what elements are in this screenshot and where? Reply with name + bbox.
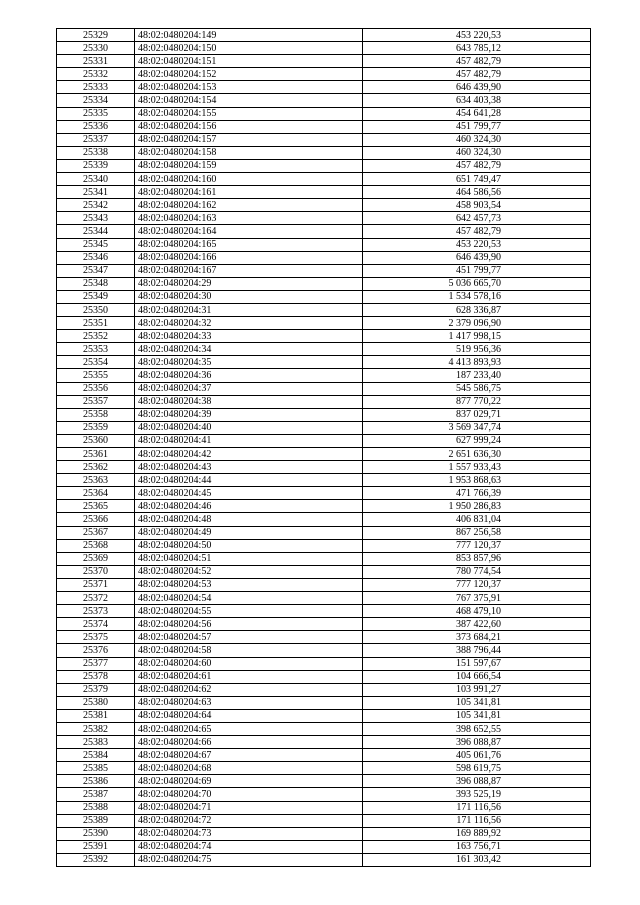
- row-number-cell: 25376: [57, 644, 135, 657]
- table-row: [57, 369, 591, 382]
- row-number-cell: 25330: [57, 42, 135, 55]
- row-number-cell: 25337: [57, 133, 135, 146]
- cadastral-value-cell: 105 341,81: [363, 696, 591, 709]
- cadastral-number-cell: 48:02:0480204:167: [135, 264, 363, 277]
- cadastral-number-cell: 48:02:0480204:31: [135, 303, 363, 316]
- table-row: [57, 736, 591, 749]
- cadastral-number-cell: 48:02:0480204:54: [135, 592, 363, 605]
- table-row: [57, 618, 591, 631]
- cadastral-value-cell: 451 799,77: [363, 120, 591, 133]
- cadastral-value-cell: 396 088,87: [363, 736, 591, 749]
- cadastral-value-cell: 387 422,60: [363, 618, 591, 631]
- row-number-cell: 25347: [57, 264, 135, 277]
- table-row: [57, 251, 591, 264]
- cadastral-value-cell: 151 597,67: [363, 657, 591, 670]
- cadastral-number-cell: 48:02:0480204:37: [135, 382, 363, 395]
- cadastral-value-cell: 780 774,54: [363, 565, 591, 578]
- cadastral-number-cell: 48:02:0480204:66: [135, 736, 363, 749]
- cadastral-number-cell: 48:02:0480204:72: [135, 814, 363, 827]
- cadastral-number-cell: 48:02:0480204:49: [135, 526, 363, 539]
- cadastral-number-cell: 48:02:0480204:159: [135, 159, 363, 172]
- cadastral-number-cell: 48:02:0480204:30: [135, 290, 363, 303]
- cadastral-number-cell: 48:02:0480204:69: [135, 775, 363, 788]
- cadastral-value-cell: 393 525,19: [363, 788, 591, 801]
- table-row: [57, 539, 591, 552]
- cadastral-number-cell: 48:02:0480204:60: [135, 657, 363, 670]
- table-row: [57, 840, 591, 853]
- table-row: [57, 644, 591, 657]
- row-number-cell: 25340: [57, 173, 135, 186]
- row-number-cell: 25339: [57, 159, 135, 172]
- table-row: [57, 107, 591, 120]
- row-number-cell: 25364: [57, 487, 135, 500]
- row-number-cell: 25378: [57, 670, 135, 683]
- table-row: [57, 317, 591, 330]
- row-number-cell: 25355: [57, 369, 135, 382]
- cadastral-number-cell: 48:02:0480204:75: [135, 853, 363, 866]
- cadastral-value-cell: 187 233,40: [363, 369, 591, 382]
- row-number-cell: 25357: [57, 395, 135, 408]
- row-number-cell: 25389: [57, 814, 135, 827]
- row-number-cell: 25391: [57, 840, 135, 853]
- row-number-cell: 25366: [57, 513, 135, 526]
- row-number-cell: 25360: [57, 434, 135, 447]
- cadastral-value-cell: 458 903,54: [363, 199, 591, 212]
- table-row: [57, 238, 591, 251]
- row-number-cell: 25329: [57, 29, 135, 42]
- row-number-cell: 25341: [57, 186, 135, 199]
- row-number-cell: 25346: [57, 251, 135, 264]
- cadastral-value-cell: 767 375,91: [363, 592, 591, 605]
- row-number-cell: 25336: [57, 120, 135, 133]
- table-row: [57, 526, 591, 539]
- row-number-cell: 25377: [57, 657, 135, 670]
- cadastral-value-cell: 777 120,37: [363, 539, 591, 552]
- cadastral-value-cell: 1 950 286,83: [363, 500, 591, 513]
- cadastral-value-cell: 2 379 096,90: [363, 317, 591, 330]
- table-row: [57, 578, 591, 591]
- row-number-cell: 25358: [57, 408, 135, 421]
- cadastral-value-cell: 627 999,24: [363, 434, 591, 447]
- cadastral-number-cell: 48:02:0480204:57: [135, 631, 363, 644]
- table-row: [57, 657, 591, 670]
- table-row: [57, 382, 591, 395]
- row-number-cell: 25385: [57, 762, 135, 775]
- table-row: [57, 814, 591, 827]
- table-row: [57, 55, 591, 68]
- cadastral-value-cell: 853 857,96: [363, 552, 591, 565]
- cadastral-number-cell: 48:02:0480204:64: [135, 709, 363, 722]
- row-number-cell: 25352: [57, 330, 135, 343]
- cadastral-number-cell: 48:02:0480204:36: [135, 369, 363, 382]
- table-row: [57, 146, 591, 159]
- table-row: [57, 330, 591, 343]
- cadastral-value-cell: 634 403,38: [363, 94, 591, 107]
- cadastral-number-cell: 48:02:0480204:157: [135, 133, 363, 146]
- cadastral-number-cell: 48:02:0480204:164: [135, 225, 363, 238]
- row-number-cell: 25370: [57, 565, 135, 578]
- cadastral-value-cell: 104 666,54: [363, 670, 591, 683]
- row-number-cell: 25381: [57, 709, 135, 722]
- cadastral-value-cell: 545 586,75: [363, 382, 591, 395]
- table-row: [57, 408, 591, 421]
- cadastral-value-cell: 471 766,39: [363, 487, 591, 500]
- cadastral-number-cell: 48:02:0480204:55: [135, 605, 363, 618]
- table-row: [57, 277, 591, 290]
- table-row: [57, 94, 591, 107]
- row-number-cell: 25348: [57, 277, 135, 290]
- table-row: [57, 749, 591, 762]
- row-number-cell: 25373: [57, 605, 135, 618]
- cadastral-value-cell: 598 619,75: [363, 762, 591, 775]
- row-number-cell: 25350: [57, 303, 135, 316]
- cadastral-number-cell: 48:02:0480204:44: [135, 474, 363, 487]
- cadastral-number-cell: 48:02:0480204:53: [135, 578, 363, 591]
- cadastral-number-cell: 48:02:0480204:166: [135, 251, 363, 264]
- cadastral-number-cell: 48:02:0480204:156: [135, 120, 363, 133]
- cadastral-value-cell: 457 482,79: [363, 159, 591, 172]
- cadastral-value-cell: 451 799,77: [363, 264, 591, 277]
- cadastral-number-cell: 48:02:0480204:34: [135, 343, 363, 356]
- cadastral-number-cell: 48:02:0480204:153: [135, 81, 363, 94]
- cadastral-value-cell: 4 413 893,93: [363, 356, 591, 369]
- cadastral-number-cell: 48:02:0480204:29: [135, 277, 363, 290]
- cadastral-value-cell: 877 770,22: [363, 395, 591, 408]
- cadastral-value-cell: 453 220,53: [363, 29, 591, 42]
- table-row: [57, 434, 591, 447]
- table-row: [57, 605, 591, 618]
- cadastral-value-cell: 646 439,90: [363, 251, 591, 264]
- row-number-cell: 25354: [57, 356, 135, 369]
- cadastral-number-cell: 48:02:0480204:38: [135, 395, 363, 408]
- row-number-cell: 25380: [57, 696, 135, 709]
- table-row: [57, 461, 591, 474]
- cadastral-number-cell: 48:02:0480204:43: [135, 461, 363, 474]
- table-row: [57, 303, 591, 316]
- row-number-cell: 25383: [57, 736, 135, 749]
- table-row: [57, 474, 591, 487]
- cadastral-value-cell: 454 641,28: [363, 107, 591, 120]
- table-row: [57, 775, 591, 788]
- cadastral-number-cell: 48:02:0480204:65: [135, 722, 363, 735]
- row-number-cell: 25388: [57, 801, 135, 814]
- cadastral-value-cell: 171 116,56: [363, 801, 591, 814]
- row-number-cell: 25335: [57, 107, 135, 120]
- row-number-cell: 25362: [57, 461, 135, 474]
- cadastral-number-cell: 48:02:0480204:73: [135, 827, 363, 840]
- row-number-cell: 25356: [57, 382, 135, 395]
- cadastral-number-cell: 48:02:0480204:40: [135, 421, 363, 434]
- table-row: [57, 225, 591, 238]
- cadastral-value-cell: 3 569 347,74: [363, 421, 591, 434]
- table-row: [57, 343, 591, 356]
- cadastral-number-cell: 48:02:0480204:155: [135, 107, 363, 120]
- cadastral-value-cell: 867 256,58: [363, 526, 591, 539]
- row-number-cell: 25333: [57, 81, 135, 94]
- table-row: [57, 42, 591, 55]
- cadastral-number-cell: 48:02:0480204:154: [135, 94, 363, 107]
- cadastral-number-cell: 48:02:0480204:152: [135, 68, 363, 81]
- row-number-cell: 25375: [57, 631, 135, 644]
- cadastral-number-cell: 48:02:0480204:160: [135, 173, 363, 186]
- cadastral-value-cell: 161 303,42: [363, 853, 591, 866]
- table-body: [57, 29, 591, 867]
- table-row: [57, 853, 591, 866]
- row-number-cell: 25390: [57, 827, 135, 840]
- cadastral-value-cell: 837 029,71: [363, 408, 591, 421]
- cadastral-number-cell: 48:02:0480204:50: [135, 539, 363, 552]
- cadastral-number-cell: 48:02:0480204:56: [135, 618, 363, 631]
- cadastral-value-cell: 105 341,81: [363, 709, 591, 722]
- table-row: [57, 827, 591, 840]
- cadastral-value-cell: 388 796,44: [363, 644, 591, 657]
- cadastral-number-cell: 48:02:0480204:58: [135, 644, 363, 657]
- cadastral-value-cell: 163 756,71: [363, 840, 591, 853]
- cadastral-value-table: [56, 28, 591, 867]
- row-number-cell: 25384: [57, 749, 135, 762]
- table-row: [57, 81, 591, 94]
- cadastral-number-cell: 48:02:0480204:62: [135, 683, 363, 696]
- cadastral-value-cell: 453 220,53: [363, 238, 591, 251]
- cadastral-number-cell: 48:02:0480204:150: [135, 42, 363, 55]
- table-row: [57, 68, 591, 81]
- cadastral-value-cell: 642 457,73: [363, 212, 591, 225]
- cadastral-number-cell: 48:02:0480204:151: [135, 55, 363, 68]
- row-number-cell: 25334: [57, 94, 135, 107]
- cadastral-value-cell: 398 652,55: [363, 722, 591, 735]
- cadastral-number-cell: 48:02:0480204:46: [135, 500, 363, 513]
- table-row: [57, 709, 591, 722]
- row-number-cell: 25367: [57, 526, 135, 539]
- table-row: [57, 683, 591, 696]
- cadastral-value-cell: 5 036 665,70: [363, 277, 591, 290]
- cadastral-number-cell: 48:02:0480204:162: [135, 199, 363, 212]
- table-row: [57, 264, 591, 277]
- cadastral-value-cell: 468 479,10: [363, 605, 591, 618]
- table-row: [57, 722, 591, 735]
- row-number-cell: 25331: [57, 55, 135, 68]
- table-row: [57, 159, 591, 172]
- cadastral-number-cell: 48:02:0480204:71: [135, 801, 363, 814]
- cadastral-number-cell: 48:02:0480204:42: [135, 448, 363, 461]
- table-row: [57, 631, 591, 644]
- table-row: [57, 762, 591, 775]
- cadastral-value-cell: 405 061,76: [363, 749, 591, 762]
- table-row: [57, 395, 591, 408]
- cadastral-value-cell: 1 417 998,15: [363, 330, 591, 343]
- cadastral-number-cell: 48:02:0480204:32: [135, 317, 363, 330]
- table-row: [57, 120, 591, 133]
- row-number-cell: 25332: [57, 68, 135, 81]
- table-row: [57, 592, 591, 605]
- cadastral-value-cell: 464 586,56: [363, 186, 591, 199]
- row-number-cell: 25386: [57, 775, 135, 788]
- cadastral-value-cell: 171 116,56: [363, 814, 591, 827]
- row-number-cell: 25382: [57, 722, 135, 735]
- cadastral-value-cell: 643 785,12: [363, 42, 591, 55]
- cadastral-number-cell: 48:02:0480204:52: [135, 565, 363, 578]
- table-row: [57, 356, 591, 369]
- table-row: [57, 448, 591, 461]
- row-number-cell: 25343: [57, 212, 135, 225]
- table-row: [57, 552, 591, 565]
- cadastral-number-cell: 48:02:0480204:149: [135, 29, 363, 42]
- cadastral-number-cell: 48:02:0480204:33: [135, 330, 363, 343]
- row-number-cell: 25374: [57, 618, 135, 631]
- table-row: [57, 487, 591, 500]
- row-number-cell: 25387: [57, 788, 135, 801]
- cadastral-number-cell: 48:02:0480204:45: [135, 487, 363, 500]
- row-number-cell: 25349: [57, 290, 135, 303]
- row-number-cell: 25359: [57, 421, 135, 434]
- cadastral-value-cell: 457 482,79: [363, 68, 591, 81]
- row-number-cell: 25379: [57, 683, 135, 696]
- table-row: [57, 500, 591, 513]
- table-row: [57, 565, 591, 578]
- cadastral-number-cell: 48:02:0480204:61: [135, 670, 363, 683]
- cadastral-number-cell: 48:02:0480204:35: [135, 356, 363, 369]
- cadastral-number-cell: 48:02:0480204:68: [135, 762, 363, 775]
- cadastral-value-cell: 1 953 868,63: [363, 474, 591, 487]
- cadastral-value-cell: 460 324,30: [363, 133, 591, 146]
- cadastral-value-cell: 169 889,92: [363, 827, 591, 840]
- cadastral-value-cell: 777 120,37: [363, 578, 591, 591]
- cadastral-value-cell: 103 991,27: [363, 683, 591, 696]
- cadastral-value-cell: 1 534 578,16: [363, 290, 591, 303]
- row-number-cell: 25344: [57, 225, 135, 238]
- cadastral-value-cell: 373 684,21: [363, 631, 591, 644]
- table-row: [57, 788, 591, 801]
- cadastral-value-cell: 628 336,87: [363, 303, 591, 316]
- row-number-cell: 25365: [57, 500, 135, 513]
- cadastral-value-cell: 457 482,79: [363, 55, 591, 68]
- table-row: [57, 133, 591, 146]
- cadastral-value-cell: 646 439,90: [363, 81, 591, 94]
- cadastral-value-cell: 396 088,87: [363, 775, 591, 788]
- row-number-cell: 25392: [57, 853, 135, 866]
- cadastral-value-cell: 460 324,30: [363, 146, 591, 159]
- row-number-cell: 25345: [57, 238, 135, 251]
- cadastral-number-cell: 48:02:0480204:161: [135, 186, 363, 199]
- row-number-cell: 25372: [57, 592, 135, 605]
- cadastral-value-cell: 2 651 636,30: [363, 448, 591, 461]
- cadastral-value-cell: 651 749,47: [363, 173, 591, 186]
- cadastral-number-cell: 48:02:0480204:48: [135, 513, 363, 526]
- cadastral-number-cell: 48:02:0480204:70: [135, 788, 363, 801]
- cadastral-number-cell: 48:02:0480204:165: [135, 238, 363, 251]
- row-number-cell: 25363: [57, 474, 135, 487]
- table-row: [57, 199, 591, 212]
- cadastral-number-cell: 48:02:0480204:158: [135, 146, 363, 159]
- table-row: [57, 801, 591, 814]
- table-row: [57, 670, 591, 683]
- row-number-cell: 25351: [57, 317, 135, 330]
- cadastral-value-cell: 1 557 933,43: [363, 461, 591, 474]
- row-number-cell: 25353: [57, 343, 135, 356]
- cadastral-number-cell: 48:02:0480204:39: [135, 408, 363, 421]
- row-number-cell: 25338: [57, 146, 135, 159]
- table-row: [57, 513, 591, 526]
- cadastral-number-cell: 48:02:0480204:163: [135, 212, 363, 225]
- cadastral-number-cell: 48:02:0480204:41: [135, 434, 363, 447]
- cadastral-number-cell: 48:02:0480204:51: [135, 552, 363, 565]
- table-row: [57, 186, 591, 199]
- table-row: [57, 212, 591, 225]
- cadastral-number-cell: 48:02:0480204:67: [135, 749, 363, 762]
- table-row: [57, 421, 591, 434]
- table-row: [57, 29, 591, 42]
- row-number-cell: 25368: [57, 539, 135, 552]
- table-row: [57, 696, 591, 709]
- row-number-cell: 25342: [57, 199, 135, 212]
- cadastral-value-cell: 406 831,04: [363, 513, 591, 526]
- row-number-cell: 25361: [57, 448, 135, 461]
- row-number-cell: 25369: [57, 552, 135, 565]
- cadastral-value-cell: 519 956,36: [363, 343, 591, 356]
- table-row: [57, 290, 591, 303]
- cadastral-value-cell: 457 482,79: [363, 225, 591, 238]
- row-number-cell: 25371: [57, 578, 135, 591]
- table-row: [57, 173, 591, 186]
- cadastral-number-cell: 48:02:0480204:63: [135, 696, 363, 709]
- cadastral-number-cell: 48:02:0480204:74: [135, 840, 363, 853]
